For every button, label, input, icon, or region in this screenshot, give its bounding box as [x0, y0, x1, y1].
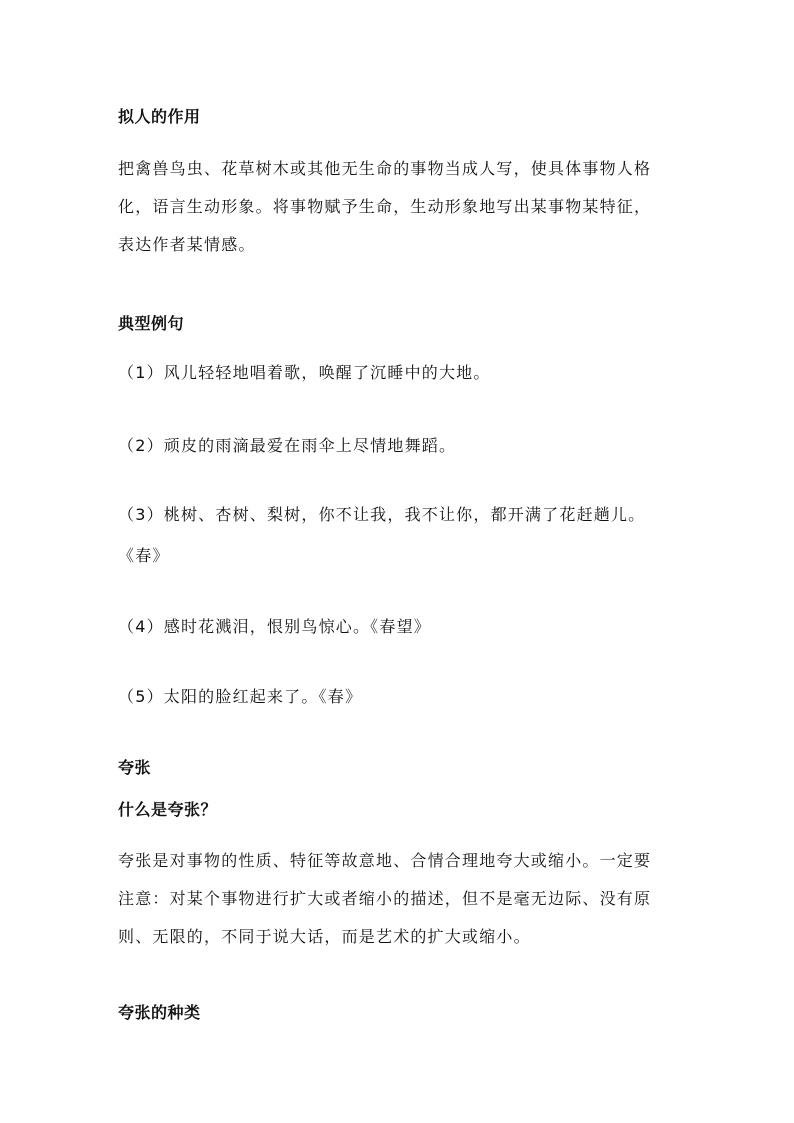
example-item-5: （5）太阳的脸红起来了。《春》	[118, 687, 363, 706]
paragraph-line: 注意：对某个事物进行扩大或者缩小的描述，但不是毫无边际、没有原	[118, 889, 652, 908]
example-item-4: （4）感时花溅泪，恨别鸟惊心。《春望》	[118, 617, 431, 636]
hyperbole-types-heading: 夸张的种类	[118, 1003, 201, 1022]
example-item-1: （1）风儿轻轻地唱着歌，唤醒了沉睡中的大地。	[118, 363, 491, 382]
paragraph-line: 化，语言生动形象。将事物赋予生命，生动形象地写出某事物某特征，	[118, 197, 652, 216]
personification-heading: 拟人的作用	[118, 107, 201, 126]
personification-paragraph	[118, 150, 688, 264]
hyperbole-paragraph	[118, 842, 688, 956]
hyperbole-title: 夸张	[118, 758, 152, 777]
example-item-2: （2）顽皮的雨滴最爱在雨伞上尽情地舞蹈。	[118, 436, 457, 455]
examples-heading: 典型例句	[118, 314, 185, 333]
paragraph-line: 则、无限的，不同于说大话，而是艺术的扩大或缩小。	[118, 927, 531, 946]
example-item-3-source: 《春》	[118, 546, 170, 565]
paragraph-line: 把禽兽鸟虫、花草树木或其他无生命的事物当成人写，使具体事物人格	[118, 159, 652, 178]
example-item-3: （3）桃树、杏树、梨树，你不让我，我不让你，都开满了花赶趟儿。	[118, 505, 646, 524]
paragraph-line: 表达作者某情感。	[118, 235, 256, 254]
paragraph-line: 夸张是对事物的性质、特征等故意地、合情合理地夸大或缩小。一定要	[118, 851, 652, 870]
hyperbole-question: 什么是夸张？	[118, 800, 218, 819]
